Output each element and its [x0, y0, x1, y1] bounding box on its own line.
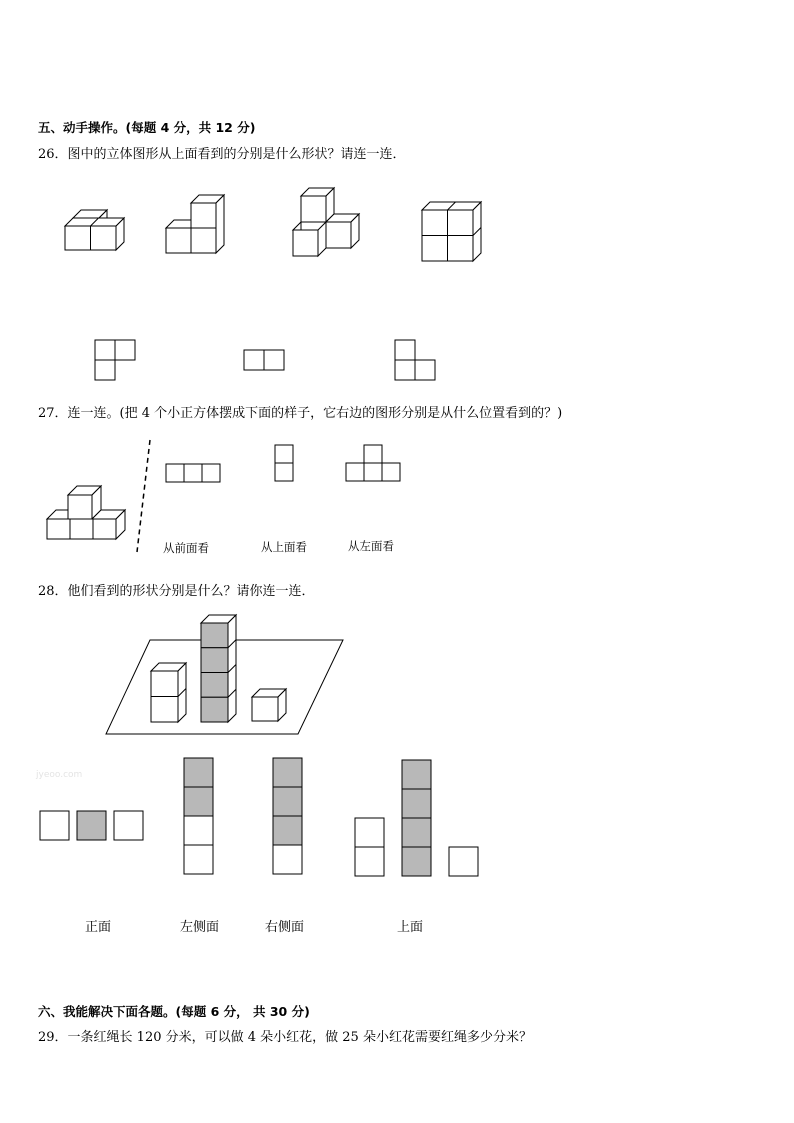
- q28-stack-4: [201, 615, 236, 722]
- q26-solid-3: [293, 188, 359, 256]
- q28-cube-1: [252, 689, 286, 721]
- q28-stack-2: [151, 663, 186, 722]
- q28-view-front: [40, 811, 143, 840]
- q28-view-top: [355, 760, 478, 876]
- q28-label-front: 正面: [85, 920, 112, 935]
- q27-view-front: [166, 464, 220, 482]
- q27-divider: [137, 440, 150, 552]
- q27-solid: [47, 486, 125, 539]
- q27-text: 27．连一连。(把 4 个小正方体摆成下面的样子，它右边的图形分别是从什么位置看到的？): [38, 406, 563, 421]
- section5-heading: 五、动手操作。(每题 4 分，共 12 分): [38, 120, 256, 135]
- q26-view-b: [244, 350, 284, 370]
- q28-scene: [106, 615, 343, 734]
- q27-label-front: 从前面看: [163, 541, 209, 555]
- q26-solid-4: [422, 202, 481, 261]
- q26-view-c: [395, 340, 435, 380]
- q27-view-top: [275, 445, 293, 481]
- q28-watermark: jyeoo.com: [36, 770, 83, 780]
- q26-text: 26．图中的立体图形从上面看到的分别是什么形状？请连一连．: [38, 147, 406, 162]
- section6-heading: 六、我能解决下面各题。(每题 6 分， 共 30 分): [38, 1004, 310, 1019]
- q28-label-top: 上面: [397, 920, 424, 935]
- q28-text: 28．他们看到的形状分别是什么？请你连一连．: [38, 584, 315, 599]
- q27-label-left: 从左面看: [348, 539, 394, 553]
- q28-label-right-side: 右侧面: [265, 920, 305, 935]
- q26-solid-1: [65, 210, 124, 250]
- q26-view-a: [95, 340, 135, 380]
- q26-solid-2: [166, 195, 224, 253]
- q28-view-left-side: [184, 758, 213, 874]
- q29-text: 29．一条红绳长 120 分米，可以做 4 朵小红花，做 25 朵小红花需要红绳多少分米？: [38, 1030, 532, 1045]
- q28-view-right-side: [273, 758, 302, 874]
- q27-label-top: 从上面看: [261, 540, 307, 554]
- q27-view-left: [346, 445, 400, 481]
- q28-label-left-side: 左侧面: [180, 920, 220, 935]
